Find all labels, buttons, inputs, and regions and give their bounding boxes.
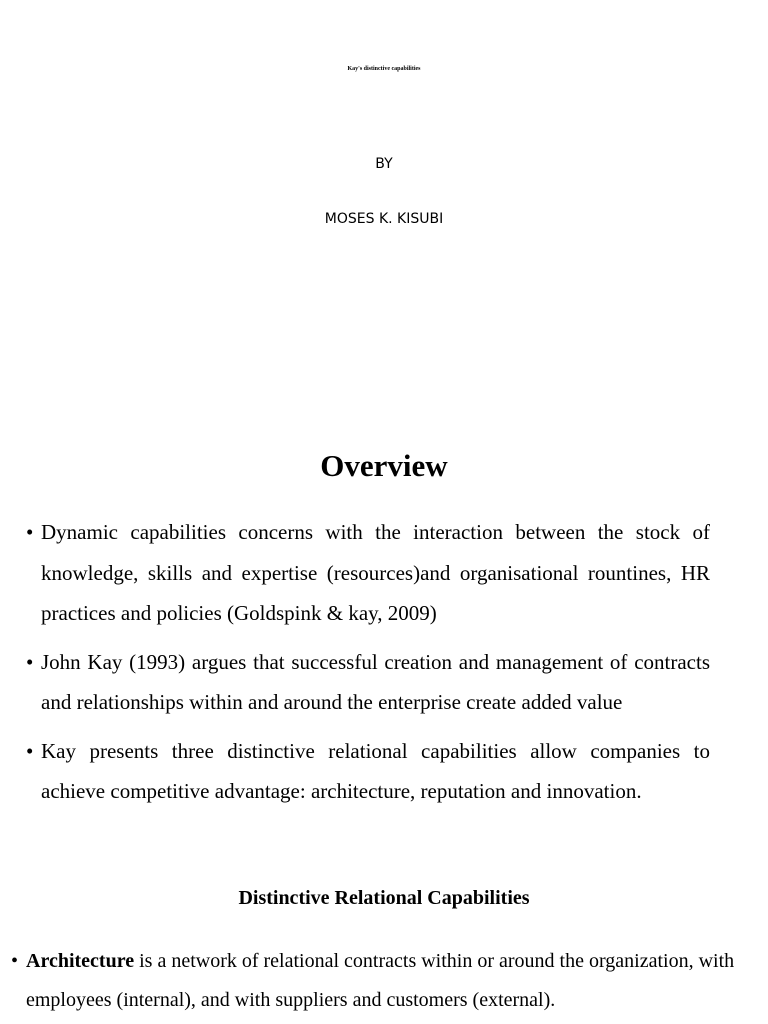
overview-bullet-3 [26, 731, 710, 812]
architecture-paragraph [11, 942, 756, 1020]
cover-title: Kay's distinctive capabilities [347, 66, 421, 72]
overview-heading: Overview [320, 448, 448, 483]
overview-bullet-text: Dynamic capabilities concerns with the interaction between the stock of knowledge, skills and expertise (resources)and organisational rountines, HR practices and policies (Goldspink & kay, 2009) [41, 520, 710, 625]
overview-bullet-1 [26, 512, 710, 634]
overview-bullet-2 [26, 642, 710, 723]
cover-author: MOSES K. KISUBI [324, 211, 444, 227]
bullet-dot-icon: • [26, 520, 34, 544]
overview-bullet-list [26, 512, 710, 820]
bullet-dot-icon: • [26, 738, 34, 763]
overview-bullet-text: Kay presents three distinctive relational capabilities allow companies to achieve competitive advantage: architecture, reputation and innovation. [41, 738, 710, 803]
bullet-dot-icon: • [11, 950, 19, 972]
architecture-description: is a network of relational contracts within or around the organization, with employees (internal), and with suppliers and customers (external). [26, 950, 735, 1011]
capabilities-heading: Distinctive Relational Capabilities [238, 887, 530, 909]
cover-by: BY [375, 156, 393, 172]
architecture-term: Architecture [26, 950, 135, 972]
bullet-dot-icon: • [26, 649, 34, 674]
architecture-text-block [11, 942, 756, 1020]
overview-bullet-text: John Kay (1993) argues that successful creation and management of contracts and relationships within and around the enterprise create added value [41, 649, 710, 714]
